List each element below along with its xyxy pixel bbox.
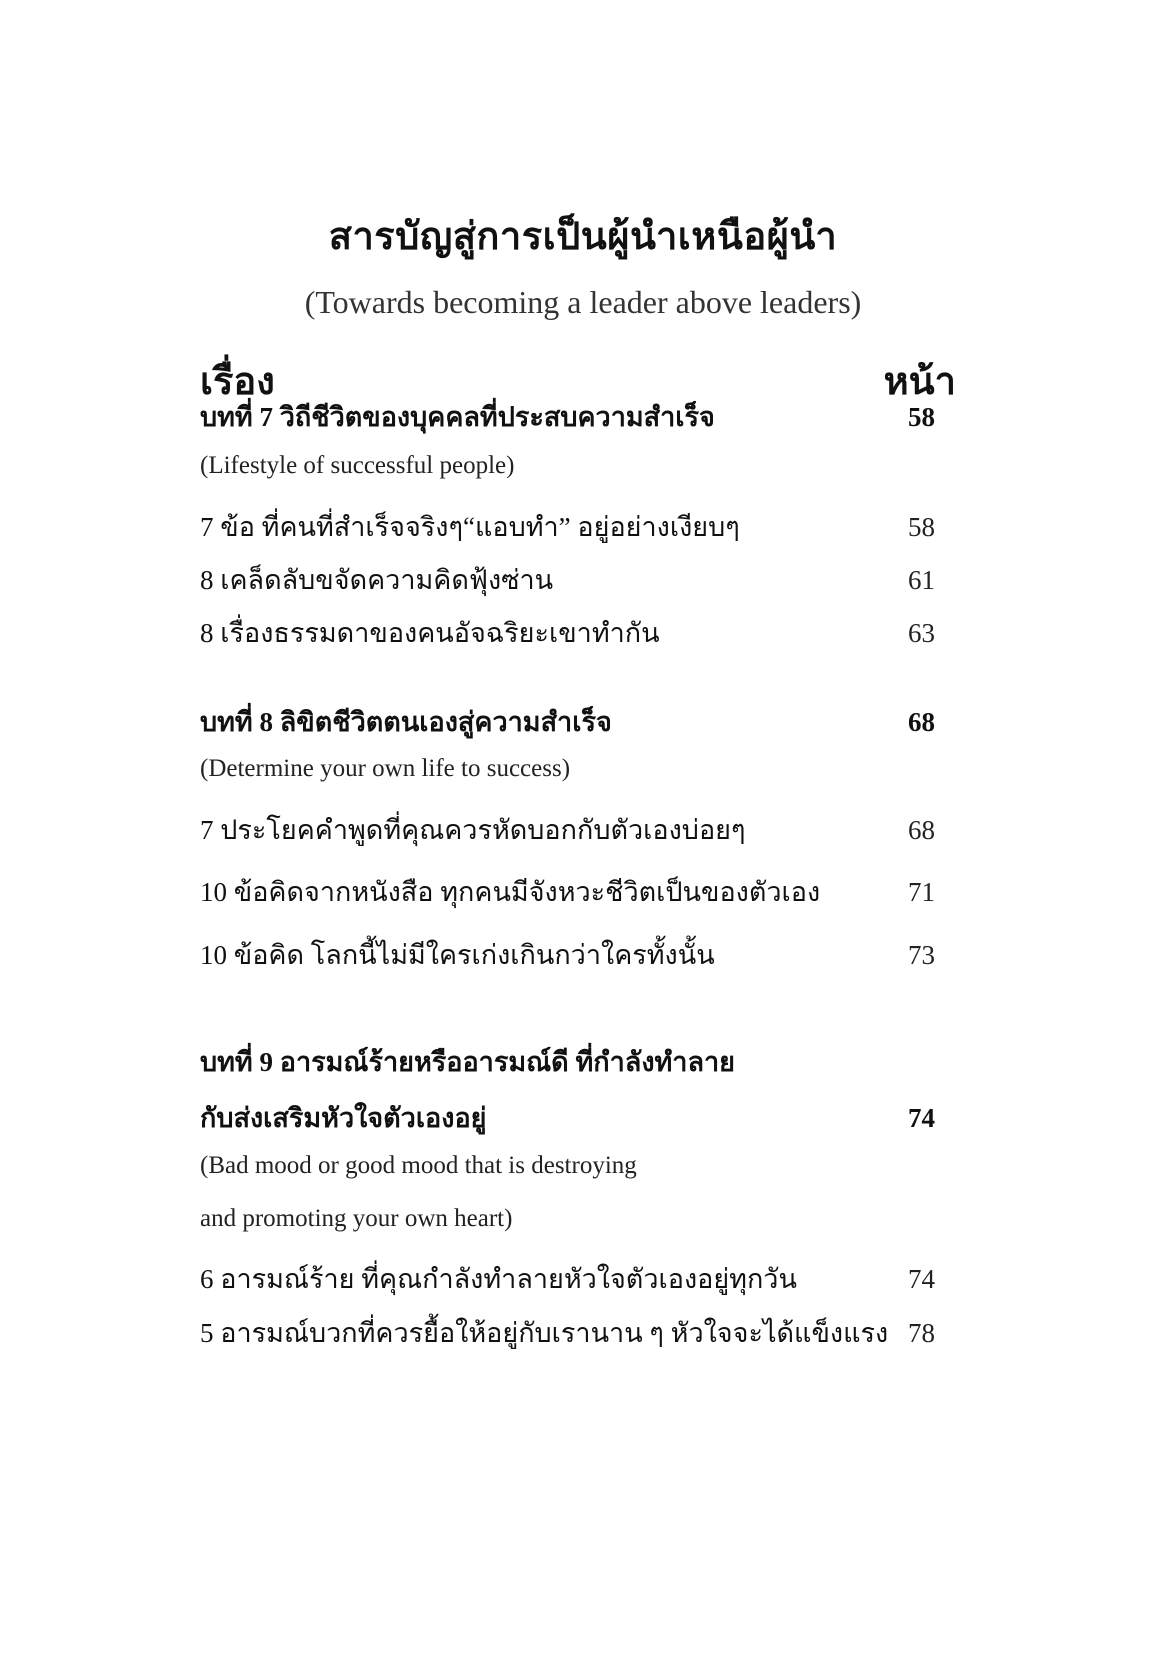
entry-page-number: 71 <box>908 877 935 907</box>
toc-entry <box>200 1311 935 1354</box>
entry-title: 5 อารมณ์บวกที่ควรยื้อให้อยู่กับเรานาน ๆ หัวใจจะได้แข็งแรง <box>200 1318 889 1348</box>
toc-entry <box>200 558 935 601</box>
page-subtitle: (Towards becoming a leader above leaders) <box>304 284 862 320</box>
chapter-9-row-line2 <box>200 1096 935 1139</box>
entry-page-number: 78 <box>908 1318 935 1348</box>
entry-title: 6 อารมณ์ร้าย ที่คุณกำลังทำลายหัวใจตัวเองอยู่ทุกวัน <box>200 1264 797 1294</box>
chapter-7-english-row <box>200 452 935 480</box>
entry-title: 8 เรื่องธรรมดาของคนอัจฉริยะเขาทำกัน <box>200 618 660 648</box>
toc-entry <box>200 611 935 654</box>
entry-title: 10 ข้อคิดจากหนังสือ ทุกคนมีจังหวะชีวิตเป็นของตัวเอง <box>200 877 821 907</box>
entry-page-number: 58 <box>908 512 935 542</box>
chapter-9-english-row <box>200 1152 935 1180</box>
entry-page-number: 73 <box>908 940 935 970</box>
chapter-page-number: 68 <box>908 707 935 737</box>
chapter-title-continued: กับส่งเสริมหัวใจตัวเองอยู่ <box>200 1103 487 1133</box>
entry-title: 7 ข้อ ที่คนที่สำเร็จจริงๆ“แอบทำ” อยู่อย่างเงียบๆ <box>200 512 740 542</box>
toc-entry <box>200 505 935 548</box>
toc-entry <box>200 808 935 851</box>
chapter-9-row-line1 <box>200 1040 935 1083</box>
topic-column-header: เรื่อง <box>200 361 275 403</box>
chapter-title: บทที่ 7 วิถีชีวิตของบุคคลที่ประสบความสำเร็จ <box>200 402 715 432</box>
chapter-english-title: (Bad mood or good mood that is destroying <box>200 1152 637 1179</box>
chapter-page-number: 74 <box>908 1103 935 1133</box>
entry-page-number: 68 <box>908 815 935 845</box>
page-column-header: หน้า <box>883 361 956 403</box>
chapter-english-title-continued: and promoting your own heart) <box>200 1205 513 1232</box>
toc-entry <box>200 1257 935 1300</box>
entry-title: 10 ข้อคิด โลกนี้ไม่มีใครเก่งเกินกว่าใครทั้งนั้น <box>200 940 715 970</box>
page-title: สารบัญสู่การเป็นผู้นำเหนือผู้นำ <box>328 216 838 258</box>
entry-title: 7 ประโยคคำพูดที่คุณควรหัดบอกกับตัวเองบ่อยๆ <box>200 815 746 845</box>
chapter-8-english-row <box>200 755 935 783</box>
chapter-title: บทที่ 9 อารมณ์ร้ายหรืออารมณ์ดี ที่กำลังทำลาย <box>200 1047 735 1077</box>
toc-entry <box>200 933 935 976</box>
toc-entry <box>200 870 935 913</box>
chapter-page-number: 58 <box>908 402 935 432</box>
entry-title: 8 เคล็ดลับขจัดความคิดฟุ้งซ่าน <box>200 565 554 595</box>
chapter-8-row <box>200 700 935 743</box>
chapter-9-english-row <box>200 1205 935 1233</box>
chapter-english-title: (Lifestyle of successful people) <box>200 452 515 479</box>
chapter-title: บทที่ 8 ลิขิตชีวิตตนเองสู่ความสำเร็จ <box>200 707 612 737</box>
entry-page-number: 63 <box>908 618 935 648</box>
entry-page-number: 61 <box>908 565 935 595</box>
chapter-7-row <box>200 395 935 438</box>
entry-page-number: 74 <box>908 1264 935 1294</box>
chapter-english-title: (Determine your own life to success) <box>200 755 571 782</box>
